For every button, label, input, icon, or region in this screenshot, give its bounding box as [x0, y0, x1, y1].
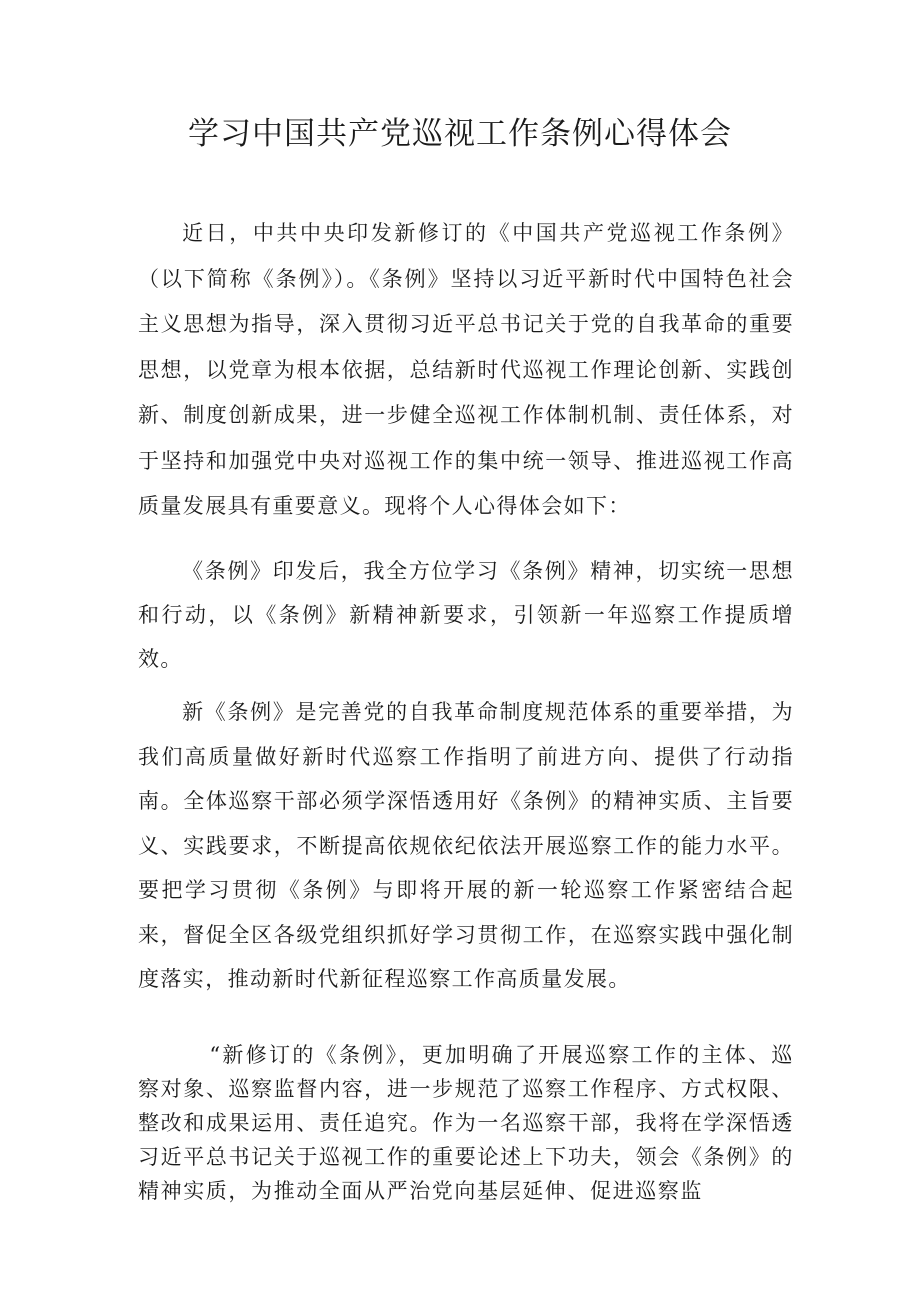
paragraph-4: “新修订的《条例》，更加明确了开展巡察工作的主体、巡察对象、巡察监督内容，进一步规范了巡察工作程序、方式权限、整改和成果运用、责任追究。作为一名巡察干部，我将在学深悟透习近平总书记关于巡视工作的重要论述上下功夫，领会《条例》的精神实质，为推动全面从严治党向基层延伸、促进巡察监	[138, 1043, 794, 1203]
document-title: 学习中国共产党巡视工作条例心得体会	[188, 116, 732, 152]
paragraph-3: 新《条例》是完善党的自我革命制度规范体系的重要举措，为我们高质量做好新时代巡察工作指明了前进方向、提供了行动指南。全体巡察干部必须学深悟透用好《条例》的精神实质、主旨要义、实践要求，不断提高依规依纪依法开展巡察工作的能力水平。要把学习贯彻《条例》与即将开展的新一轮巡察工作紧密结合起来，督促全区各级党组织抓好学习贯彻工作，在巡察实践中强化制度落实，推动新时代新征程巡察工作高质量发展。	[138, 700, 794, 991]
paragraph-2: 《条例》印发后，我全方位学习《条例》精神，切实统一思想和行动，以《条例》新精神新要求，引领新一年巡察工作提质增效。	[138, 559, 794, 671]
paragraph-1: 近日，中共中央印发新修订的《中国共产党巡视工作条例》（以下简称《条例》）。《条例》坚持以习近平新时代中国特色社会主义思想为指导，深入贯彻习近平总书记关于党的自我革命的重要思想，以党章为根本依据，总结新时代巡视工作理论创新、实践创新、制度创新成果，进一步健全巡视工作体制机制、责任体系，对于坚持和加强党中央对巡视工作的集中统一领导、推进巡视工作高质量发展具有重要意义。现将个人心得体会如下：	[138, 221, 794, 518]
